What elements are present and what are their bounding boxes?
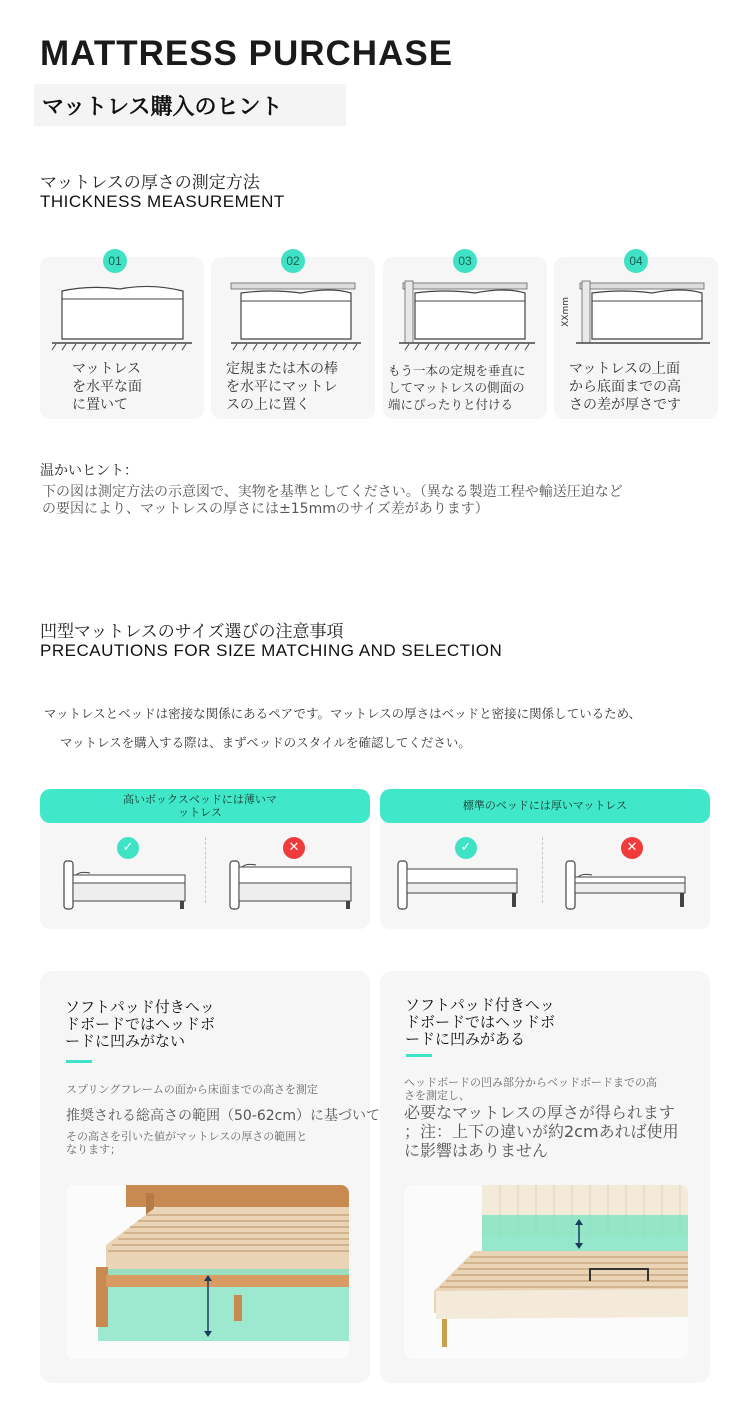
headboard-note-2: その高さを引いた値がマットレスの厚さの範囲と なります； <box>66 1130 308 1156</box>
headboard-range: 推奨される総高さの範囲（50-62cm）に基づいて <box>66 1108 381 1124</box>
step-text-2 <box>226 360 366 414</box>
cross-icon: ✕ <box>283 837 305 859</box>
mattress-on-floor-illustration <box>40 277 204 357</box>
wooden-bed-illustration <box>66 1185 349 1359</box>
check-icon: ✓ <box>117 837 139 859</box>
hint-title: 温かいヒント： <box>40 463 138 479</box>
wooden-bed-photo <box>66 1185 349 1359</box>
headboard-card-2 <box>380 971 710 1383</box>
bed-comparison-illustration <box>380 859 710 919</box>
upholstered-bed-illustration <box>404 1185 688 1359</box>
ruler-on-mattress-illustration <box>211 277 375 357</box>
thickness-title-en: THICKNESS MEASUREMENT <box>40 192 285 211</box>
step-text-4 <box>569 360 709 414</box>
bed-type-label: 標準のベッドには厚いマットレス <box>462 799 628 812</box>
thickness-value-label: XXmm <box>561 297 571 327</box>
precautions-paragraph-2: マットレスを購入する際は、まずベッドのスタイルを確認してください。 <box>60 735 471 750</box>
accent-bar <box>66 1060 92 1063</box>
step-text-3 <box>388 362 546 413</box>
step-line: 定規または木の棒 を水平にマットレ スの上に置く <box>226 361 338 413</box>
bed-type-card-2 <box>380 789 710 929</box>
step-badge-2: 02 <box>281 249 305 273</box>
headboard-title: ソフトパッド付きヘッ ドボードではヘッドボ ードに凹みがある <box>405 996 556 1048</box>
precautions-title-en: PRECAUTIONS FOR SIZE MATCHING AND SELECTION <box>40 641 503 660</box>
bed-type-label: 高いボックスベッドには薄いマ ットレス <box>123 793 277 819</box>
step-line: マットレス を水平な面 に置いて <box>72 361 142 413</box>
step-badge-1: 01 <box>103 249 127 273</box>
headboard-note: ヘッドボードの凹み部分からベッドボードまでの高 さを測定し、 <box>404 1076 657 1102</box>
thickness-measure-illustration <box>554 277 718 357</box>
accent-bar <box>406 1054 432 1057</box>
step-text-1 <box>72 360 182 414</box>
step-badge-3: 03 <box>453 249 477 273</box>
headboard-note: スプリングフレームの面から床面までの高さを測定 <box>66 1083 318 1096</box>
step-line: もう一本の定規を垂直に してマットレスの側面の 端にぴったりと付ける <box>388 363 526 412</box>
step-badge-4: 04 <box>624 249 648 273</box>
upholstered-bed-photo <box>404 1185 688 1359</box>
cross-icon: ✕ <box>621 837 643 859</box>
vertical-ruler-illustration <box>383 277 547 357</box>
headboard-title: ソフトパッド付きヘッ ドボードではヘッドボ ードに凹みがない <box>65 998 216 1050</box>
hint-body: 下の図は測定方法の示意図で、実物を基準としてください。（異なる製造工程や輸送圧迫などの要因により、マットレスの厚さには±15mmのサイズ差があります） <box>42 484 623 517</box>
page-subtitle: マットレス購入のヒント <box>42 95 283 120</box>
precautions-title-jp: 凹型マットレスのサイズ選びの注意事項 <box>40 622 344 642</box>
bed-comparison-illustration <box>40 859 370 919</box>
step-line: マットレスの上面 から底面までの高 さの差が厚さです <box>569 361 681 413</box>
headboard-card-1 <box>40 971 381 1383</box>
bed-type-card-1 <box>40 789 370 929</box>
thickness-title-jp: マットレスの厚さの測定方法 <box>40 173 260 193</box>
page-title: MATTRESS PURCHASE <box>40 34 454 73</box>
check-icon: ✓ <box>455 837 477 859</box>
headboard-requirement: 必要なマットレスの厚さが得られます ；注：上下の違いが約2cmあれば使用 に影響はありません <box>404 1103 679 1160</box>
precautions-paragraph-1: マットレスとベッドは密接な関係にあるペアです。マットレスの厚さはベッドと密接に関係しているため、 <box>44 706 642 721</box>
